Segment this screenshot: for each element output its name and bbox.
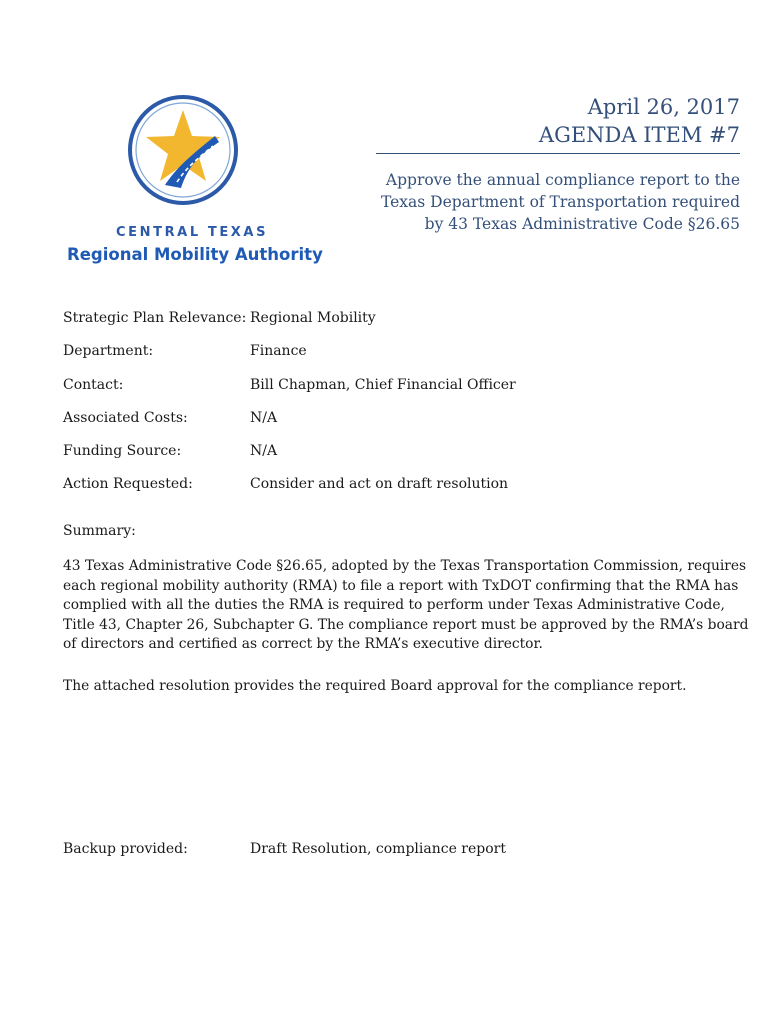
- field-label: Action Requested:: [63, 476, 193, 493]
- field-value: Bill Chapman, Chief Financial Officer: [250, 376, 516, 393]
- cTRMA-logo: [60, 92, 323, 272]
- field-action-requested: [63, 473, 703, 506]
- subject-line: Texas Department of Transportation required: [380, 193, 740, 211]
- star-ring-icon: [125, 92, 241, 208]
- header-divider: [376, 153, 740, 154]
- field-value: Finance: [250, 343, 307, 360]
- summary-line: Title 43, Chapter 26, Subchapter G. The compliance report must be approved by the RMA’s board: [63, 616, 749, 633]
- agenda-fields: [63, 307, 703, 507]
- field-value: Consider and act on draft resolution: [250, 476, 509, 493]
- agenda-subject: [376, 169, 740, 235]
- field-label: Associated Costs:: [63, 409, 188, 426]
- summary-paragraph: [63, 557, 749, 655]
- field-value: N/A: [250, 443, 278, 460]
- field-contact: [63, 374, 703, 407]
- field-associated-costs: [63, 407, 703, 440]
- field-department: [63, 340, 703, 373]
- summary-heading: Summary:: [63, 523, 136, 539]
- subject-line: by 43 Texas Administrative Code §26.65: [424, 215, 740, 233]
- field-value: N/A: [250, 409, 278, 426]
- summary-line: of directors and certified as correct by the RMA’s executive director.: [63, 636, 543, 652]
- subject-line: Approve the annual compliance report to the: [385, 171, 740, 189]
- field-value: Regional Mobility: [250, 310, 376, 326]
- logo-text-central-texas: CENTRAL TEXAS: [116, 225, 269, 240]
- logo-text-rma: Regional Mobility Authority: [67, 245, 323, 264]
- field-label: Strategic Plan Relevance:: [63, 310, 247, 326]
- field-label: Department:: [63, 343, 154, 360]
- agenda-header: [376, 93, 740, 235]
- meeting-date: April 26, 2017: [587, 95, 740, 119]
- attached-resolution-note: The attached resolution provides the required Board approval for the compliance report.: [63, 678, 687, 694]
- field-strategic-plan: [63, 307, 703, 340]
- agenda-item-number: AGENDA ITEM #7: [538, 123, 740, 147]
- field-funding-source: [63, 440, 703, 473]
- field-label: Funding Source:: [63, 443, 182, 460]
- field-label: Contact:: [63, 376, 124, 393]
- field-value: Draft Resolution, compliance report: [250, 841, 506, 857]
- field-label: Backup provided:: [63, 841, 188, 857]
- summary-line: each regional mobility authority (RMA) to file a report with TxDOT confirming that the RMA has: [63, 577, 739, 594]
- summary-line: complied with all the duties the RMA is required to perform under Texas Administrative Code,: [63, 597, 725, 613]
- summary-line: 43 Texas Administrative Code §26.65, adopted by the Texas Transportation Commission, requires: [63, 558, 747, 574]
